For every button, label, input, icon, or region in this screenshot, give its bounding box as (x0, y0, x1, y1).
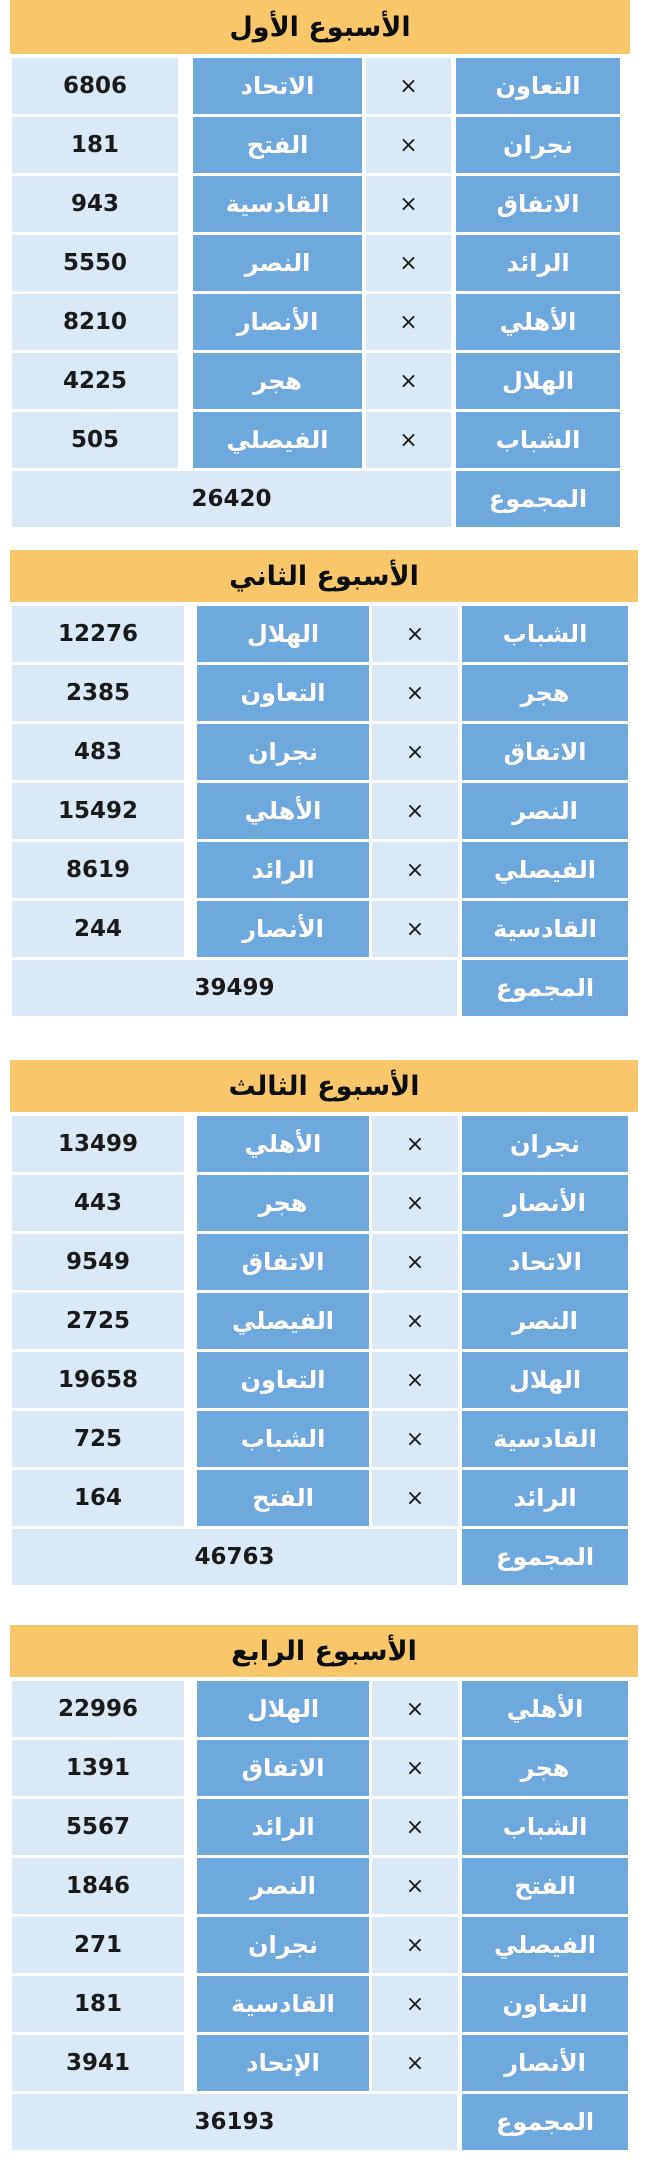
attendance-cell: 19658 (12, 1352, 184, 1408)
match-row (0, 1799, 650, 1855)
attendance-cell: 443 (12, 1175, 184, 1231)
away-team-cell: التعاون (197, 665, 369, 721)
week-title: الأسبوع الثالث (10, 1060, 638, 1112)
home-team-cell: نجران (462, 1116, 628, 1172)
total-label: المجموع (462, 1529, 628, 1585)
home-team-cell: الشباب (462, 1799, 628, 1855)
away-team-cell: التعاون (197, 1352, 369, 1408)
home-team-cell: نجران (456, 117, 620, 173)
away-team-cell: الاتفاق (197, 1234, 369, 1290)
home-team-cell: الاتحاد (462, 1234, 628, 1290)
match-row (0, 1917, 650, 1973)
total-label: المجموع (462, 960, 628, 1016)
away-team-cell: الهلال (197, 1681, 369, 1737)
match-row (0, 2035, 650, 2091)
home-team-cell: الهلال (456, 353, 620, 409)
away-team-cell: الفتح (193, 117, 362, 173)
attendance-cell: 13499 (12, 1116, 184, 1172)
versus-sign: × (366, 58, 451, 114)
away-team-cell: الفيصلي (197, 1293, 369, 1349)
home-team-cell: القادسية (462, 901, 628, 957)
home-team-cell: الشباب (462, 606, 628, 662)
away-team-cell: الرائد (197, 1799, 369, 1855)
total-value: 36193 (12, 2094, 457, 2150)
versus-sign: × (372, 606, 458, 662)
home-team-cell: التعاون (462, 1976, 628, 2032)
match-row (0, 901, 650, 957)
versus-sign: × (372, 1293, 458, 1349)
total-row (0, 960, 650, 1016)
away-team-cell: الأنصار (193, 294, 362, 350)
away-team-cell: الشباب (197, 1411, 369, 1467)
versus-sign: × (366, 353, 451, 409)
home-team-cell: الهلال (462, 1352, 628, 1408)
away-team-cell: الأهلي (197, 1116, 369, 1172)
home-team-cell: الاتفاق (456, 176, 620, 232)
match-row (0, 1858, 650, 1914)
versus-sign: × (366, 176, 451, 232)
home-team-cell: الرائد (456, 235, 620, 291)
home-team-cell: هجر (462, 665, 628, 721)
away-team-cell: الفتح (197, 1470, 369, 1526)
attendance-cell: 483 (12, 724, 184, 780)
home-team-cell: النصر (462, 783, 628, 839)
total-value: 26420 (12, 471, 451, 527)
away-team-cell: الرائد (197, 842, 369, 898)
week-title: الأسبوع الثاني (10, 550, 638, 602)
attendance-cell: 8210 (12, 294, 178, 350)
attendance-cell: 505 (12, 412, 178, 468)
match-row (0, 176, 650, 232)
home-team-cell: الأهلي (462, 1681, 628, 1737)
attendance-cell: 2385 (12, 665, 184, 721)
away-team-cell: الفيصلي (193, 412, 362, 468)
home-team-cell: الرائد (462, 1470, 628, 1526)
match-row (0, 412, 650, 468)
home-team-cell: الأهلي (456, 294, 620, 350)
versus-sign: × (372, 1470, 458, 1526)
total-row (0, 2094, 650, 2150)
home-team-cell: الفيصلي (462, 1917, 628, 1973)
attendance-cell: 271 (12, 1917, 184, 1973)
attendance-cell: 1391 (12, 1740, 184, 1796)
away-team-cell: الإتحاد (197, 2035, 369, 2091)
attendance-cell: 4225 (12, 353, 178, 409)
match-row (0, 235, 650, 291)
home-team-cell: القادسية (462, 1411, 628, 1467)
attendance-cell: 8619 (12, 842, 184, 898)
away-team-cell: نجران (197, 1917, 369, 1973)
away-team-cell: الاتحاد (193, 58, 362, 114)
versus-sign: × (372, 665, 458, 721)
versus-sign: × (372, 1858, 458, 1914)
total-row (0, 1529, 650, 1585)
attendance-cell: 6806 (12, 58, 178, 114)
match-row (0, 353, 650, 409)
versus-sign: × (366, 294, 451, 350)
attendance-cell: 12276 (12, 606, 184, 662)
total-label: المجموع (462, 2094, 628, 2150)
away-team-cell: القادسية (193, 176, 362, 232)
away-team-cell: هجر (193, 353, 362, 409)
away-team-cell: هجر (197, 1175, 369, 1231)
match-row (0, 1352, 650, 1408)
versus-sign: × (372, 1976, 458, 2032)
versus-sign: × (372, 1411, 458, 1467)
attendance-cell: 943 (12, 176, 178, 232)
attendance-cell: 5550 (12, 235, 178, 291)
away-team-cell: النصر (193, 235, 362, 291)
match-row (0, 1175, 650, 1231)
match-row (0, 1740, 650, 1796)
away-team-cell: نجران (197, 724, 369, 780)
versus-sign: × (372, 1917, 458, 1973)
total-row (0, 471, 650, 527)
match-row (0, 783, 650, 839)
versus-sign: × (372, 1234, 458, 1290)
versus-sign: × (372, 901, 458, 957)
home-team-cell: الفتح (462, 1858, 628, 1914)
versus-sign: × (372, 1681, 458, 1737)
attendance-cell: 22996 (12, 1681, 184, 1737)
versus-sign: × (372, 724, 458, 780)
total-label: المجموع (456, 471, 620, 527)
total-value: 46763 (12, 1529, 457, 1585)
match-row (0, 58, 650, 114)
versus-sign: × (372, 1175, 458, 1231)
match-row (0, 1470, 650, 1526)
versus-sign: × (372, 1740, 458, 1796)
away-team-cell: الأنصار (197, 901, 369, 957)
match-row (0, 606, 650, 662)
total-value: 39499 (12, 960, 457, 1016)
attendance-cell: 9549 (12, 1234, 184, 1290)
home-team-cell: الأنصار (462, 2035, 628, 2091)
match-row (0, 665, 650, 721)
match-row (0, 724, 650, 780)
versus-sign: × (372, 2035, 458, 2091)
attendance-cell: 725 (12, 1411, 184, 1467)
home-team-cell: هجر (462, 1740, 628, 1796)
home-team-cell: الشباب (456, 412, 620, 468)
match-row (0, 1411, 650, 1467)
versus-sign: × (366, 117, 451, 173)
home-team-cell: النصر (462, 1293, 628, 1349)
versus-sign: × (372, 1116, 458, 1172)
attendance-cell: 5567 (12, 1799, 184, 1855)
home-team-cell: الأنصار (462, 1175, 628, 1231)
week-title: الأسبوع الرابع (10, 1625, 638, 1677)
attendance-cell: 181 (12, 1976, 184, 2032)
attendance-cell: 1846 (12, 1858, 184, 1914)
match-row (0, 1681, 650, 1737)
versus-sign: × (366, 412, 451, 468)
away-team-cell: الأهلي (197, 783, 369, 839)
match-row (0, 1976, 650, 2032)
attendance-cell: 2725 (12, 1293, 184, 1349)
match-row (0, 117, 650, 173)
home-team-cell: التعاون (456, 58, 620, 114)
home-team-cell: الاتفاق (462, 724, 628, 780)
attendance-cell: 244 (12, 901, 184, 957)
match-row (0, 1116, 650, 1172)
attendance-cell: 181 (12, 117, 178, 173)
match-row (0, 1234, 650, 1290)
week-title: الأسبوع الأول (10, 0, 630, 54)
away-team-cell: النصر (197, 1858, 369, 1914)
home-team-cell: الفيصلي (462, 842, 628, 898)
attendance-cell: 164 (12, 1470, 184, 1526)
match-row (0, 842, 650, 898)
attendance-cell: 15492 (12, 783, 184, 839)
away-team-cell: القادسية (197, 1976, 369, 2032)
versus-sign: × (372, 1352, 458, 1408)
attendance-cell: 3941 (12, 2035, 184, 2091)
match-row (0, 294, 650, 350)
match-row (0, 1293, 650, 1349)
versus-sign: × (372, 783, 458, 839)
versus-sign: × (372, 1799, 458, 1855)
versus-sign: × (372, 842, 458, 898)
away-team-cell: الاتفاق (197, 1740, 369, 1796)
away-team-cell: الهلال (197, 606, 369, 662)
versus-sign: × (366, 235, 451, 291)
